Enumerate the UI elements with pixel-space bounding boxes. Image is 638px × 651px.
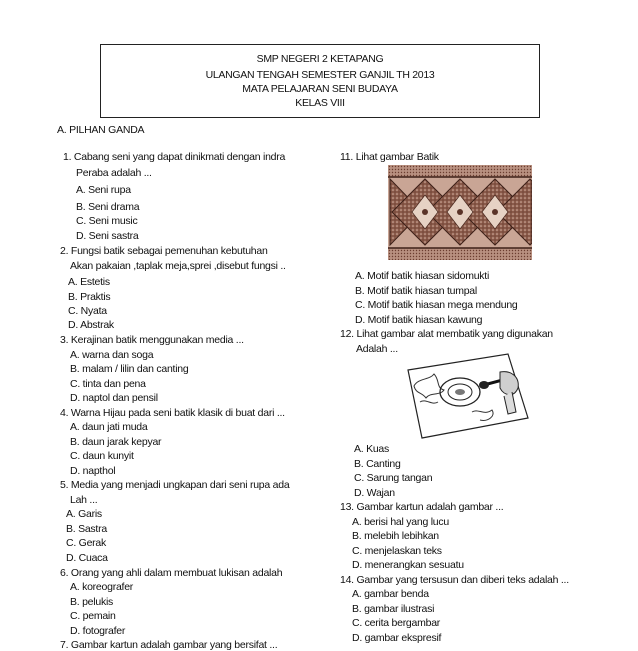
left-column-text-line: A. Garis xyxy=(66,508,102,520)
exam-header-box xyxy=(100,44,540,118)
left-column-text-line: C. Seni music xyxy=(76,215,138,227)
left-column-text-line: A. warna dan soga xyxy=(70,349,154,361)
left-column-text-line: D. napthol xyxy=(70,465,116,477)
section-title: A. PILHAN GANDA xyxy=(57,124,145,136)
right-column-text-line: A. Motif batik hiasan sidomukti xyxy=(355,270,490,282)
left-column-text-line: Peraba adalah ... xyxy=(76,167,152,179)
left-column-text-line: D. Seni sastra xyxy=(76,230,139,242)
right-column-text-line: D. Motif batik hiasan kawung xyxy=(355,314,483,326)
left-column-text-line: B. Praktis xyxy=(68,291,111,303)
left-column-text-line: Akan pakaian ,taplak meja,sprei ,disebut fungsi .. xyxy=(70,260,286,272)
left-column-text-line: D. naptol dan pensil xyxy=(70,392,158,404)
left-column-text-line: B. malam / lilin dan canting xyxy=(70,363,189,375)
left-column-text-line: A. daun jati muda xyxy=(70,421,148,433)
left-column-text-line: C. pemain xyxy=(70,610,116,622)
left-column-text-line: 4. Warna Hijau pada seni batik klasik di buat dari ... xyxy=(60,407,285,419)
right-column-text-line: C. cerita bergambar xyxy=(352,617,441,629)
right-column-text-line: B. gambar ilustrasi xyxy=(352,603,435,615)
left-column-text-line: C. Nyata xyxy=(68,305,107,317)
right-column-text-line: A. berisi hal yang lucu xyxy=(352,516,449,528)
right-column-text-line: C. Motif batik hiasan mega mendung xyxy=(355,299,518,311)
grade-title: KELAS VIII xyxy=(295,97,345,109)
left-column-text-line: D. fotografer xyxy=(70,625,126,637)
right-column-text-line: D. Wajan xyxy=(354,487,395,499)
left-column-text-line: B. Sastra xyxy=(66,523,107,535)
left-column-text-line: 2. Fungsi batik sebagai pemenuhan kebutuhan xyxy=(60,245,268,257)
right-column-text-line: C. Sarung tangan xyxy=(354,472,433,484)
right-column-text-line: 14. Gambar yang tersusun dan diberi teks adalah ... xyxy=(340,574,569,586)
exam-title: ULANGAN TENGAH SEMESTER GANJIL TH 2013 xyxy=(205,69,435,81)
right-column-text-line: A. Kuas xyxy=(354,443,390,455)
left-column-text-line: D. Abstrak xyxy=(68,319,114,331)
left-column-text-line: C. tinta dan pena xyxy=(70,378,146,390)
canting-tool-image xyxy=(400,352,532,440)
left-column-text-line: A. koreografer xyxy=(70,581,134,593)
right-column-text-line: B. Motif batik hiasan tumpal xyxy=(355,285,477,297)
right-column-text-line: B. melebih lebihkan xyxy=(352,530,439,542)
right-column-text-line: C. menjelaskan teks xyxy=(352,545,442,557)
left-column-text-line: 5. Media yang menjadi ungkapan dari seni rupa ada xyxy=(60,479,290,491)
batik-motif-image xyxy=(388,165,532,260)
right-column-text-line: 11. Lihat gambar Batik xyxy=(340,151,439,163)
right-column-text-line: A. gambar benda xyxy=(352,588,429,600)
right-column-text-line: 12. Lihat gambar alat membatik yang digunakan xyxy=(340,328,553,340)
left-column-text-line: B. daun jarak kepyar xyxy=(70,436,162,448)
school-name: SMP NEGERI 2 KETAPANG xyxy=(256,53,384,65)
left-column-text-line: Lah ... xyxy=(70,494,98,506)
left-column-text-line: B. Seni drama xyxy=(76,201,140,213)
left-column-text-line: B. pelukis xyxy=(70,596,114,608)
left-column-text-line: 1. Cabang seni yang dapat dinikmati dengan indra xyxy=(63,151,286,163)
right-column-text-line: D. menerangkan sesuatu xyxy=(352,559,464,571)
right-column-text-line: Adalah ... xyxy=(356,343,398,355)
right-column-text-line: B. Canting xyxy=(354,458,401,470)
right-column-text-line: D. gambar ekspresif xyxy=(352,632,442,644)
left-column-text-line: 6. Orang yang ahli dalam membuat lukisan adalah xyxy=(60,567,283,579)
right-column-text-line: 13. Gambar kartun adalah gambar ... xyxy=(340,501,504,513)
left-column-text-line: A. Estetis xyxy=(68,276,110,288)
left-column-text-line: 7. Gambar kartun adalah gambar yang bersifat ... xyxy=(60,639,278,651)
subject-title: MATA PELAJARAN SENI BUDAYA xyxy=(242,83,398,95)
left-column-text-line: 3. Kerajinan batik menggunakan media ... xyxy=(60,334,244,346)
left-column-text-line: A. Seni rupa xyxy=(76,184,131,196)
left-column-text-line: D. Cuaca xyxy=(66,552,108,564)
left-column-text-line: C. Gerak xyxy=(66,537,107,549)
left-column-text-line: C. daun kunyit xyxy=(70,450,134,462)
